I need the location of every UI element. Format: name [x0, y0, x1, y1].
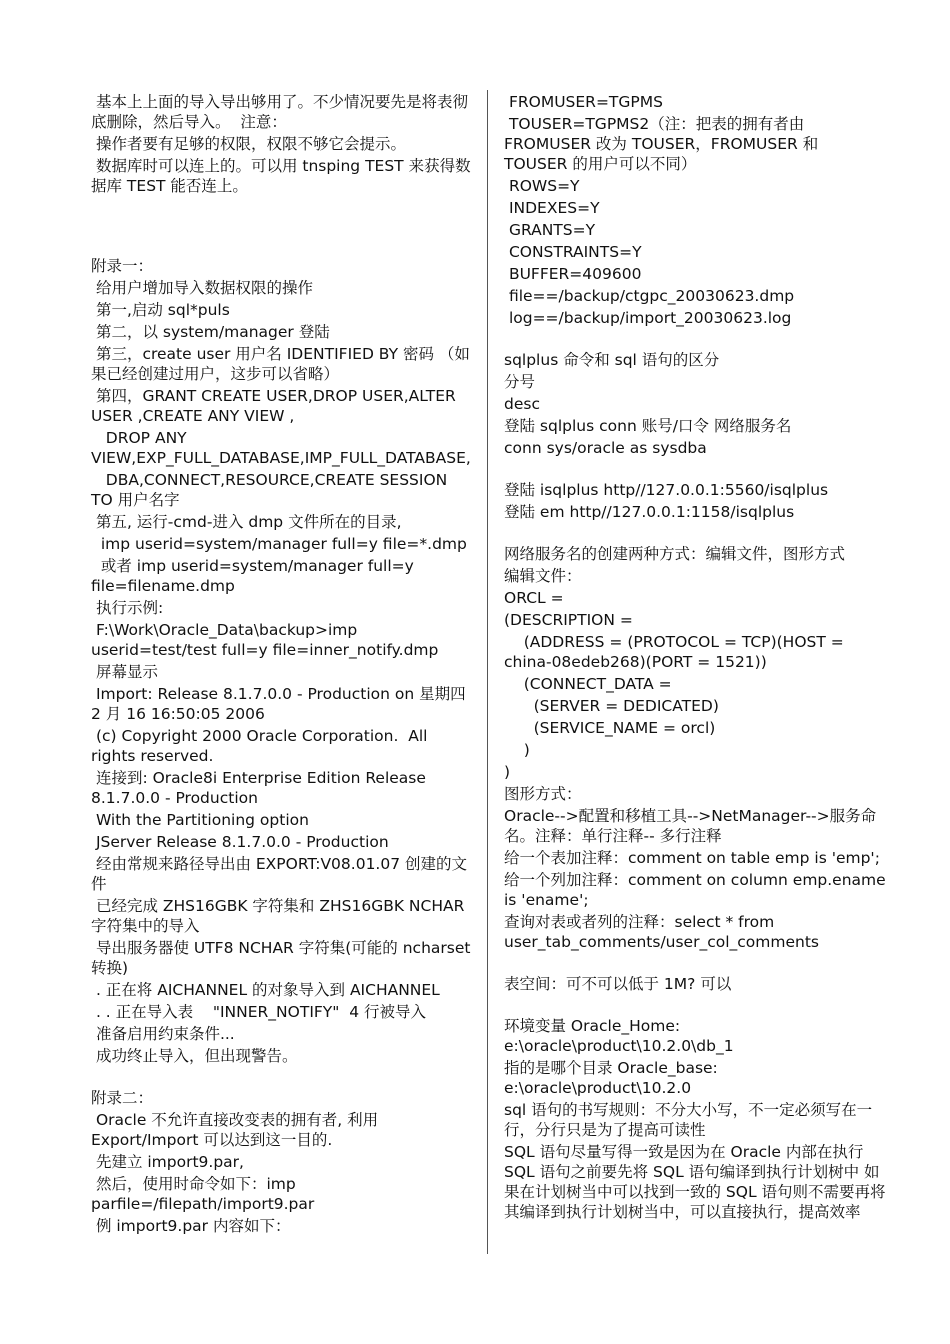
right-block-import-params	[504, 92, 886, 328]
text-line: (DESCRIPTION =	[504, 611, 633, 629]
text-line: 给一个列加注释：comment on column emp.ename is 'ename';	[504, 871, 891, 909]
text-line: DROP ANY VIEW,EXP_FULL_DATABASE,IMP_FULL_DATABASE,	[91, 429, 471, 467]
text-line: 连接到: Oracle8i Enterprise Edition Release 8.1.7.0.0 - Production	[91, 769, 431, 807]
text-line: 数据库时可以连上的。可以用 tnsping TEST 来获得数据库 TEST 能否连上。	[91, 157, 471, 195]
text-line: JServer Release 8.1.7.0.0 - Production	[91, 833, 389, 851]
text-line: 第四，GRANT CREATE USER,DROP USER,ALTER USER ,CREATE ANY VIEW ,	[91, 387, 461, 425]
text-line: 先建立 import9.par,	[91, 1153, 244, 1171]
text-line: 网络服务名的创建两种方式：编辑文件，图形方式	[504, 545, 846, 563]
text-line: ORCL =	[504, 589, 564, 607]
text-line: (CONNECT_DATA =	[504, 675, 672, 693]
left-block-appendix-1	[91, 256, 476, 1066]
text-line: sqlplus 命令和 sql 语句的区分	[504, 351, 720, 369]
text-line: 已经完成 ZHS16GBK 字符集和 ZHS16GBK NCHAR 字符集中的导入	[91, 897, 470, 935]
text-line: log==/backup/import_20030623.log	[504, 309, 792, 327]
left-block-1	[91, 92, 471, 196]
right-column	[504, 92, 891, 1224]
text-line: CONSTRAINTS=Y	[504, 243, 642, 261]
text-line: 操作者要有足够的权限，权限不够它会提示。	[91, 135, 406, 153]
text-line: 指的是哪个目录 Oracle_base: e:\oracle\product\10.2.0	[504, 1059, 743, 1097]
text-line: TOUSER=TGPMS2（注：把表的拥有者由 FROMUSER 改为 TOUSER，FROMUSER 和 TOUSER 的用户可以不同）	[504, 115, 824, 173]
text-line: GRANTS=Y	[504, 221, 596, 239]
text-line: 给用户增加导入数据权限的操作	[91, 279, 313, 297]
right-block-env	[504, 1016, 886, 1222]
text-line: 然后，使用时命令如下：imp parfile=/filepath/import9.par	[91, 1175, 315, 1213]
right-block-net-service	[504, 544, 891, 952]
right-block-sqlplus	[504, 350, 886, 458]
text-line: 第三，create user 用户名 IDENTIFIED BY 密码 （如果已经创建过用户，这步可以省略）	[91, 345, 470, 383]
text-line: (SERVER = DEDICATED)	[504, 697, 719, 715]
text-line: 成功终止导入，但出现警告。	[91, 1047, 298, 1065]
text-line: 图形方式：	[504, 785, 582, 803]
text-line: Oracle 不允许直接改变表的拥有者, 利用 Export/Import 可以达到这一目的.	[91, 1111, 384, 1149]
text-line: 编辑文件：	[504, 567, 582, 585]
text-line: FROMUSER=TGPMS	[504, 93, 663, 111]
text-line: SQL 语句尽量写得一致是因为在 Oracle 内部在执行 SQL 语句之前要先将 SQL 语句编译到执行计划树中 如果在计划树当中可以找到一致的 SQL 语句则不需要再将其编译到执行计划树当中，可以直接执行，提高效率	[504, 1143, 886, 1221]
text-line: 第二，以 system/manager 登陆	[91, 323, 330, 341]
section-heading: 附录二：	[91, 1089, 154, 1107]
text-line: . 正在将 AICHANNEL 的对象导入到 AICHANNEL	[91, 981, 440, 999]
left-column	[91, 92, 476, 1238]
text-line: With the Partitioning option	[91, 811, 309, 829]
text-line: 准备启用约束条件...	[91, 1025, 235, 1043]
text-line: conn sys/oracle as sysdba	[504, 439, 707, 457]
section-heading: 附录一：	[91, 257, 154, 275]
text-line: imp userid=system/manager full=y file=*.dmp	[91, 535, 467, 553]
text-line: 登陆 isqlplus http//127.0.0.1:5560/isqlplus	[504, 481, 829, 499]
text-line: 基本上上面的导入导出够用了。不少情况要先是将表彻底删除，然后导入。 注意：	[91, 93, 468, 131]
text-line: . . 正在导入表 "INNER_NOTIFY" 4 行被导入	[91, 1003, 427, 1021]
text-line: BUFFER=409600	[504, 265, 642, 283]
text-line: 给一个表加注释：comment on table emp is 'emp';	[504, 849, 880, 867]
text-line: sql 语句的书写规则：不分大小写，不一定必须写在一行，分行只是为了提高可读性	[504, 1101, 873, 1139]
text-line: 屏幕显示	[91, 663, 158, 681]
text-line: F:\Work\Oracle_Data\backup>imp userid=test/test full=y file=inner_notify.dmp	[91, 621, 439, 659]
text-line: 环境变量 Oracle_Home: e:\oracle\product\10.2.0\db_1	[504, 1017, 734, 1055]
text-line: 登陆 em http//127.0.0.1:1158/isqlplus	[504, 503, 795, 521]
text-line: 登陆 sqlplus conn 账号/口令 网络服务名	[504, 417, 792, 435]
text-line: DBA,CONNECT,RESOURCE,CREATE SESSION TO 用户名字	[91, 471, 458, 509]
text-line: 第五, 运行-cmd-进入 dmp 文件所在的目录,	[91, 513, 402, 531]
text-line: 例 import9.par 内容如下：	[91, 1217, 291, 1235]
text-line: ROWS=Y	[504, 177, 580, 195]
text-line: 或者 imp userid=system/manager full=y file=filename.dmp	[91, 557, 419, 595]
text-line: 导出服务器使 UTF8 NCHAR 字符集(可能的 ncharset 转换)	[91, 939, 476, 977]
column-divider	[487, 90, 488, 1254]
right-block-tablespace	[504, 974, 886, 994]
text-line: 经由常规来路径导出由 EXPORT:V08.01.07 创建的文件	[91, 855, 468, 893]
text-line: (ADDRESS = (PROTOCOL = TCP)(HOST = china-08edeb268)(PORT = 1521))	[504, 633, 849, 671]
text-line: Oracle-->配置和移植工具-->NetManager-->服务命名。注释：单行注释-- 多行注释	[504, 807, 877, 845]
text-line: 执行示例:	[91, 599, 164, 617]
text-line: 第一,启动 sql*puls	[91, 301, 230, 319]
text-line: INDEXES=Y	[504, 199, 600, 217]
text-line: 查询对表或者列的注释：select * from user_tab_comments/user_col_comments	[504, 913, 819, 951]
text-line: desc	[504, 395, 540, 413]
text-line: (SERVICE_NAME = orcl)	[504, 719, 716, 737]
text-line: file==/backup/ctgpc_20030623.dmp	[504, 287, 795, 305]
text-line: 分号	[504, 373, 536, 391]
text-line: 表空间：可不可以低于 1M? 可以	[504, 975, 732, 993]
text-line: )	[504, 741, 530, 759]
text-line: )	[504, 763, 511, 781]
left-block-appendix-2	[91, 1088, 471, 1236]
text-line: (c) Copyright 2000 Oracle Corporation. All rights reserved.	[91, 727, 433, 765]
right-block-login	[504, 480, 886, 522]
text-line: Import: Release 8.1.7.0.0 - Production on 星期四 2 月 16 16:50:05 2006	[91, 685, 471, 723]
